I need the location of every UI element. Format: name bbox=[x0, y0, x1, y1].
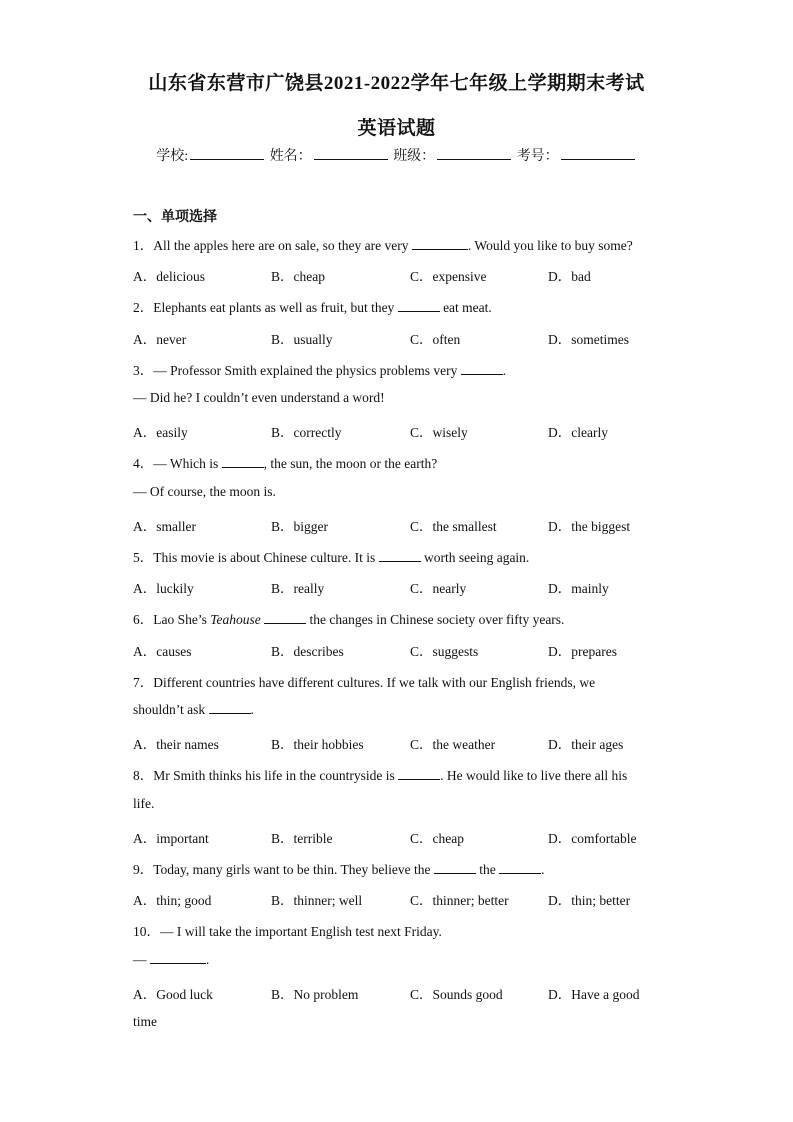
question-6 bbox=[133, 608, 564, 628]
question-text: , the sun, the moon or the earth? bbox=[263, 456, 438, 471]
question-4-reply: — Of course, the moon is. bbox=[133, 484, 276, 499]
option-b[interactable]: B．usually bbox=[271, 332, 333, 347]
question-text: Lao She’s bbox=[153, 612, 211, 627]
class-blank[interactable] bbox=[437, 147, 511, 160]
answer-blank-2[interactable] bbox=[499, 862, 541, 874]
section-title: 一、单项选择 bbox=[133, 210, 217, 225]
question-4 bbox=[133, 452, 437, 472]
answer-blank[interactable] bbox=[209, 702, 251, 714]
question-5 bbox=[133, 546, 529, 566]
option-c[interactable]: C．wisely bbox=[410, 425, 468, 440]
number-label: 考号： bbox=[516, 149, 559, 164]
question-text: . bbox=[502, 363, 507, 378]
question-number: 9． bbox=[133, 862, 154, 877]
school-blank[interactable] bbox=[190, 147, 264, 160]
answer-blank[interactable] bbox=[461, 363, 503, 375]
answer-blank[interactable] bbox=[222, 456, 264, 468]
question-text: Mr Smith thinks his life in the countryside is bbox=[153, 768, 399, 783]
student-info-row bbox=[0, 145, 793, 165]
question-7-line2 bbox=[133, 702, 254, 718]
question-text: the bbox=[475, 862, 500, 877]
question-10 bbox=[133, 920, 442, 940]
question-10-reply bbox=[133, 952, 209, 968]
question-number: 8． bbox=[133, 768, 154, 783]
option-c[interactable]: C．Sounds good bbox=[410, 987, 503, 1002]
question-number: 5． bbox=[133, 550, 154, 565]
question-8-line2: life. bbox=[133, 796, 155, 811]
option-b[interactable]: B．correctly bbox=[271, 425, 342, 440]
question-text: worth seeing again. bbox=[420, 550, 530, 565]
question-number: 10． bbox=[133, 924, 160, 939]
option-a[interactable]: A．thin; good bbox=[133, 893, 212, 908]
school-label: 学校: bbox=[156, 149, 189, 164]
exam-title-line2: 英语试题 bbox=[357, 118, 436, 139]
option-d[interactable]: D．thin; better bbox=[548, 893, 631, 908]
option-a[interactable]: A．Good luck bbox=[133, 987, 213, 1002]
option-a[interactable]: A．luckily bbox=[133, 581, 194, 596]
question-text: Today, many girls want to be thin. They believe the bbox=[153, 862, 434, 877]
option-c[interactable]: C．often bbox=[410, 332, 461, 347]
question-number: 1． bbox=[133, 238, 154, 253]
question-text: . bbox=[205, 952, 210, 967]
option-b[interactable]: B．terrible bbox=[271, 831, 333, 846]
option-d[interactable]: D．Have a good bbox=[548, 987, 640, 1002]
option-d[interactable]: D．prepares bbox=[548, 644, 617, 659]
answer-blank[interactable] bbox=[412, 238, 468, 250]
book-title: Teahouse bbox=[210, 612, 261, 627]
option-b[interactable]: B．their hobbies bbox=[271, 737, 364, 752]
question-text: . He would like to live there all his bbox=[440, 768, 628, 783]
answer-blank-1[interactable] bbox=[434, 862, 476, 874]
name-label: 姓名： bbox=[269, 149, 312, 164]
question-8 bbox=[133, 764, 627, 784]
option-c[interactable]: C．the smallest bbox=[410, 519, 497, 534]
question-text: All the apples here are on sale, so they are very bbox=[153, 238, 412, 253]
option-d[interactable]: D．mainly bbox=[548, 581, 609, 596]
question-number: 7． bbox=[133, 675, 154, 690]
option-a[interactable]: A．important bbox=[133, 831, 209, 846]
option-c[interactable]: C．the weather bbox=[410, 737, 496, 752]
name-blank[interactable] bbox=[314, 147, 388, 160]
question-text: . Would you like to buy some? bbox=[467, 238, 633, 253]
option-c[interactable]: C．thinner; better bbox=[410, 893, 509, 908]
question-text: the changes in Chinese society over fifty years. bbox=[306, 612, 565, 627]
option-d[interactable]: D．comfortable bbox=[548, 831, 637, 846]
question-text: . bbox=[250, 702, 254, 717]
option-c[interactable]: C．cheap bbox=[410, 831, 464, 846]
question-text: Different countries have different cultures. If we talk with our English friends, we bbox=[153, 675, 596, 690]
question-text: shouldn’t ask bbox=[133, 702, 209, 717]
exam-title-line1: 山东省东营市广饶县2021-2022学年七年级上学期期末考试 bbox=[148, 73, 645, 94]
question-number: 3． bbox=[133, 363, 154, 378]
option-b[interactable]: B．describes bbox=[271, 644, 344, 659]
answer-blank[interactable] bbox=[398, 768, 440, 780]
option-d[interactable]: D．clearly bbox=[548, 425, 608, 440]
option-a[interactable]: A．causes bbox=[133, 644, 192, 659]
question-number: 2． bbox=[133, 300, 154, 315]
option-d[interactable]: D．bad bbox=[548, 269, 591, 284]
question-2 bbox=[133, 296, 492, 316]
question-text: eat meat. bbox=[439, 300, 492, 315]
question-text: — I will take the important English test next Friday. bbox=[160, 924, 442, 939]
option-d[interactable]: D．their ages bbox=[548, 737, 624, 752]
answer-blank[interactable] bbox=[398, 300, 440, 312]
option-d-wrap: time bbox=[133, 1014, 157, 1029]
option-d[interactable]: D．the biggest bbox=[548, 519, 631, 534]
option-b[interactable]: B．cheap bbox=[271, 269, 325, 284]
option-a[interactable]: A．easily bbox=[133, 425, 188, 440]
option-c[interactable]: C．suggests bbox=[410, 644, 479, 659]
question-text: This movie is about Chinese culture. It is bbox=[153, 550, 379, 565]
number-blank[interactable] bbox=[561, 147, 635, 160]
question-3-reply: — Did he? I couldn’t even understand a word! bbox=[133, 390, 385, 405]
option-c[interactable]: C．nearly bbox=[410, 581, 467, 596]
question-text: Elephants eat plants as well as fruit, but they bbox=[153, 300, 398, 315]
question-text: . bbox=[541, 862, 545, 877]
option-a[interactable]: A．smaller bbox=[133, 519, 196, 534]
question-text: — bbox=[133, 952, 150, 967]
answer-blank[interactable] bbox=[264, 612, 306, 624]
option-a[interactable]: A．their names bbox=[133, 737, 219, 752]
question-text: — Which is bbox=[153, 456, 222, 471]
option-c[interactable]: C．expensive bbox=[410, 269, 487, 284]
question-3 bbox=[133, 359, 506, 379]
option-b[interactable]: B．really bbox=[271, 581, 325, 596]
question-number: 4． bbox=[133, 456, 154, 471]
answer-blank[interactable] bbox=[379, 550, 421, 562]
class-label: 班级： bbox=[393, 149, 436, 164]
option-b[interactable]: B．bigger bbox=[271, 519, 328, 534]
answer-blank[interactable] bbox=[150, 952, 206, 964]
question-9 bbox=[133, 858, 545, 878]
question-number: 6． bbox=[133, 612, 154, 627]
option-b[interactable]: B．thinner; well bbox=[271, 893, 363, 908]
question-1 bbox=[133, 234, 633, 254]
option-a[interactable]: A．delicious bbox=[133, 269, 205, 284]
option-a[interactable]: A．never bbox=[133, 332, 187, 347]
question-text: — Professor Smith explained the physics problems very bbox=[153, 363, 461, 378]
question-7 bbox=[133, 671, 595, 691]
option-b[interactable]: B．No problem bbox=[271, 987, 359, 1002]
option-d[interactable]: D．sometimes bbox=[548, 332, 629, 347]
